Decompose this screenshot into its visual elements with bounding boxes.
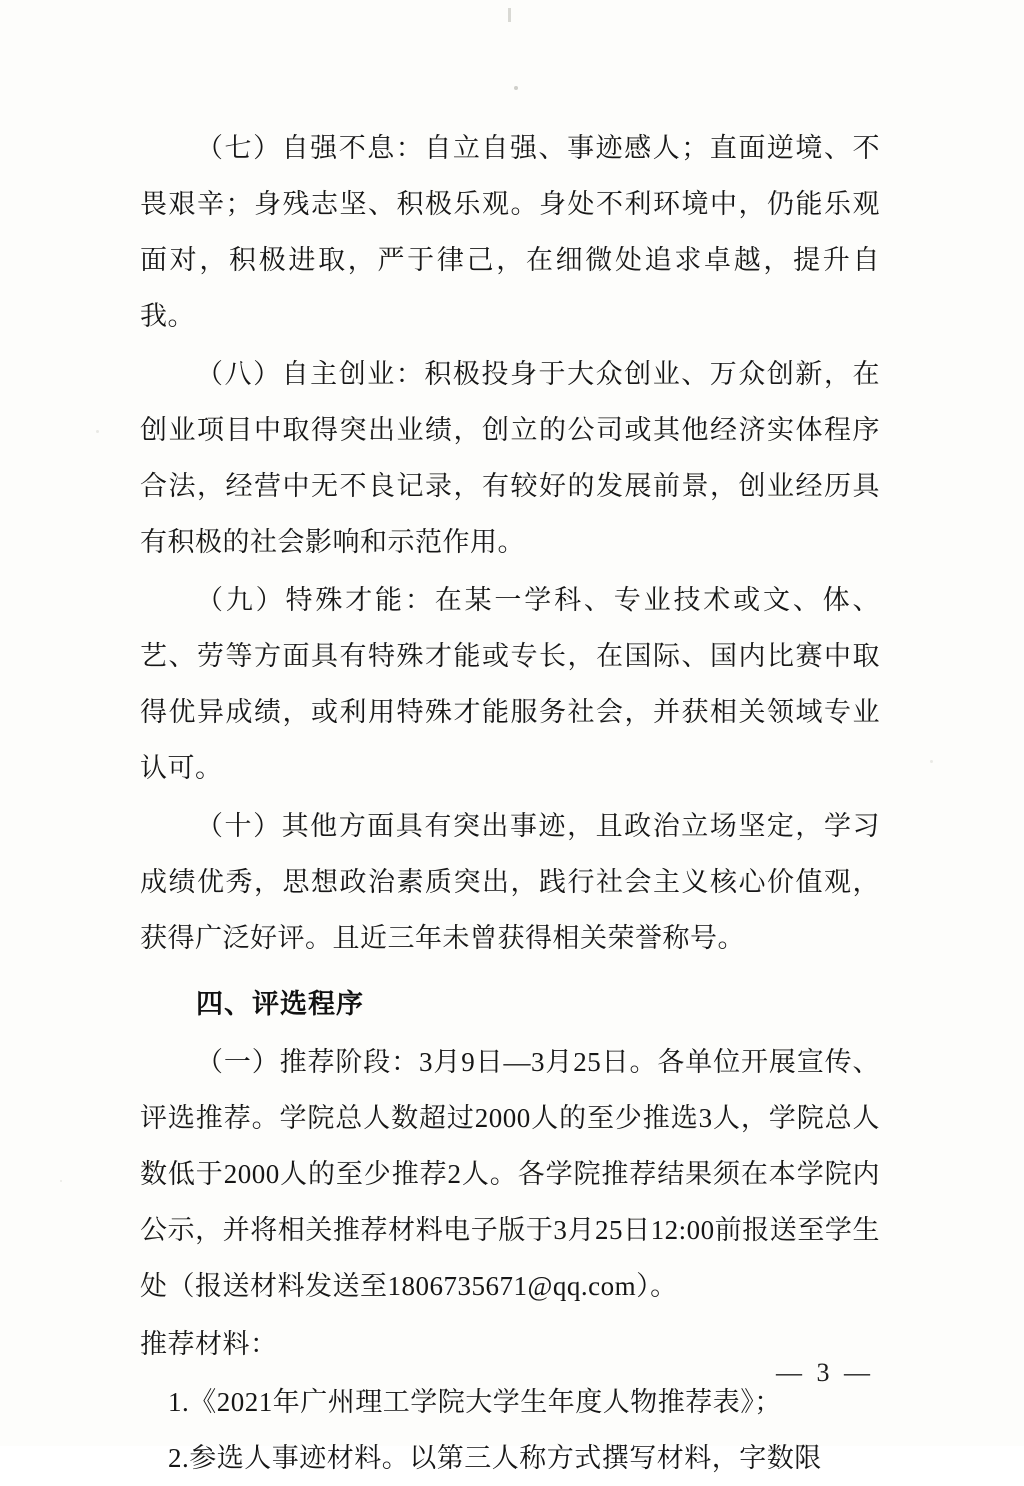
materials-label: 推荐材料： <box>140 1329 278 1359</box>
page-speck <box>96 430 99 433</box>
section-heading-selection-procedure: 四、评选程序 <box>196 989 364 1019</box>
paragraph-item-7: （七）自强不息：自立自强、事迹感人；直面逆境、不畏艰辛；身残志坚、积极乐观。身处不利环境中，仍能乐观面对，积极进取，严于律己，在细微处追求卓越，提升自我。 <box>140 133 880 331</box>
list-item-material-2: 2.参选人事迹材料。以第三人称方式撰写材料，字数限 <box>168 1443 822 1473</box>
scan-artifact-dot <box>514 86 518 90</box>
scan-artifact-mark <box>508 8 511 22</box>
paragraph-item-10: （十）其他方面具有突出事迹，且政治立场坚定，学习成绩优秀，思想政治素质突出，践行社会主义核心价值观，获得广泛好评。且近三年未曾获得相关荣誉称号。 <box>140 811 880 953</box>
list-item-material-1: 1.《2021年广州理工学院大学生年度人物推荐表》； <box>168 1387 782 1417</box>
page-number: — 3 — <box>776 1358 874 1387</box>
paragraph-item-8: （八）自主创业：积极投身于大众创业、万众创新，在创业项目中取得突出业绩，创立的公司或其他经济实体程序合法，经营中无不良记录，有较好的发展前景，创业经历具有积极的社会影响和示范作用。 <box>140 359 880 557</box>
paragraph-recommendation-stage: （一）推荐阶段：3月9日—3月25日。各单位开展宣传、评选推荐。学院总人数超过2000人的至少推选3人，学院总人数低于2000人的至少推荐2人。各学院推荐结果须在本学院内公示，并将相关推荐材料电子版于3月25日12:00前报送至学生处（报送材料发送至1806735671@qq.com）。 <box>140 1047 880 1301</box>
page-speck <box>60 1180 62 1182</box>
page-speck <box>930 760 933 763</box>
document-body <box>140 120 880 1486</box>
paragraph-item-9: （九）特殊才能：在某一学科、专业技术或文、体、艺、劳等方面具有特殊才能或专长，在国际、国内比赛中取得优异成绩，或利用特殊才能服务社会，并获相关领域专业认可。 <box>140 585 880 783</box>
